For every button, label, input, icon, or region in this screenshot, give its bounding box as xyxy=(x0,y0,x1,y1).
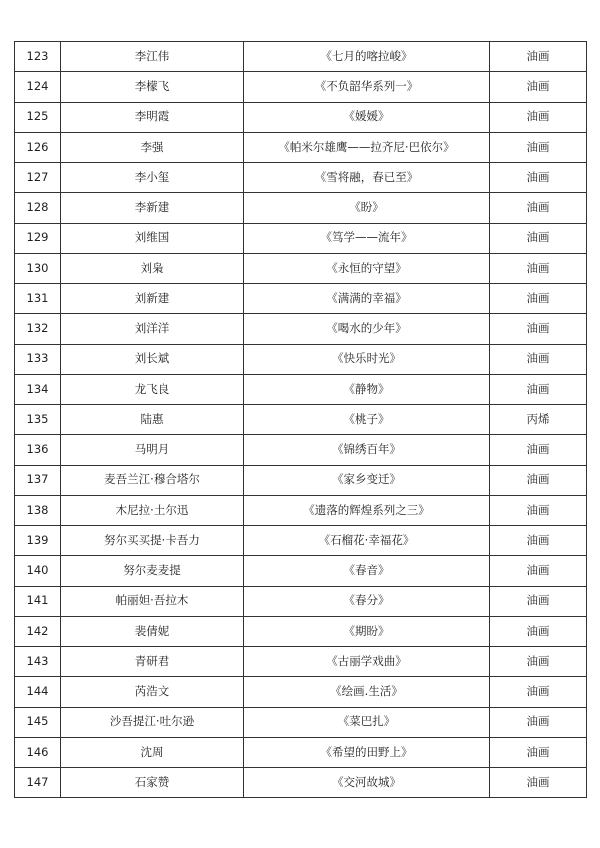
artwork-medium: 油画 xyxy=(490,586,587,616)
entry-number: 143 xyxy=(15,647,61,677)
table-row xyxy=(15,768,587,798)
artwork-medium: 油画 xyxy=(490,768,587,798)
artwork-title: 《菜巴扎》 xyxy=(244,707,490,737)
artist-name: 沙吾提江·吐尔逊 xyxy=(61,707,244,737)
entry-number: 125 xyxy=(15,102,61,132)
artwork-title: 《媛媛》 xyxy=(244,102,490,132)
artist-name: 努尔麦麦提 xyxy=(61,556,244,586)
table-row xyxy=(15,405,587,435)
artist-name: 李小玺 xyxy=(61,163,244,193)
artist-name: 刘维国 xyxy=(61,223,244,253)
table-row xyxy=(15,707,587,737)
artist-name: 麦吾兰江·穆合塔尔 xyxy=(61,465,244,495)
table-row xyxy=(15,132,587,162)
entry-number: 133 xyxy=(15,344,61,374)
entry-number: 134 xyxy=(15,374,61,404)
artwork-title: 《交河故城》 xyxy=(244,768,490,798)
table-row xyxy=(15,42,587,72)
artwork-title: 《希望的田野上》 xyxy=(244,737,490,767)
artwork-title: 《雪将融，春已至》 xyxy=(244,163,490,193)
artwork-medium: 油画 xyxy=(490,102,587,132)
table-row xyxy=(15,72,587,102)
artwork-medium: 油画 xyxy=(490,72,587,102)
artwork-title: 《七月的喀拉峻》 xyxy=(244,42,490,72)
entry-number: 123 xyxy=(15,42,61,72)
artist-name: 青研君 xyxy=(61,647,244,677)
entry-number: 145 xyxy=(15,707,61,737)
entry-number: 130 xyxy=(15,253,61,283)
table-row xyxy=(15,737,587,767)
entry-number: 142 xyxy=(15,616,61,646)
artist-name: 李强 xyxy=(61,132,244,162)
artwork-medium: 油画 xyxy=(490,253,587,283)
table-row xyxy=(15,556,587,586)
artwork-title: 《家乡变迁》 xyxy=(244,465,490,495)
table-row xyxy=(15,677,587,707)
table-row xyxy=(15,284,587,314)
entry-number: 127 xyxy=(15,163,61,193)
artwork-medium: 油画 xyxy=(490,616,587,646)
artwork-title: 《古丽学戏曲》 xyxy=(244,647,490,677)
artwork-title: 《石榴花·幸福花》 xyxy=(244,526,490,556)
artwork-title: 《锦绣百年》 xyxy=(244,435,490,465)
entry-number: 137 xyxy=(15,465,61,495)
table-row xyxy=(15,374,587,404)
artwork-medium: 油画 xyxy=(490,374,587,404)
entry-number: 136 xyxy=(15,435,61,465)
artwork-medium: 丙烯 xyxy=(490,405,587,435)
entry-number: 138 xyxy=(15,495,61,525)
artist-name: 石家赞 xyxy=(61,768,244,798)
artwork-medium: 油画 xyxy=(490,647,587,677)
artwork-title: 《帕米尔雄鹰——拉齐尼·巴依尔》 xyxy=(244,132,490,162)
artwork-medium: 油画 xyxy=(490,707,587,737)
table-row xyxy=(15,495,587,525)
artist-name: 刘枭 xyxy=(61,253,244,283)
artwork-title: 《不负韶华系列一》 xyxy=(244,72,490,102)
artwork-medium: 油画 xyxy=(490,435,587,465)
entry-number: 126 xyxy=(15,132,61,162)
artwork-medium: 油画 xyxy=(490,677,587,707)
artist-name: 刘长斌 xyxy=(61,344,244,374)
artwork-medium: 油画 xyxy=(490,163,587,193)
table-body xyxy=(15,42,587,798)
artist-name: 木尼拉·土尔迅 xyxy=(61,495,244,525)
entry-number: 140 xyxy=(15,556,61,586)
artwork-title: 《桃子》 xyxy=(244,405,490,435)
entry-number: 124 xyxy=(15,72,61,102)
artwork-medium: 油画 xyxy=(490,737,587,767)
artist-name: 李新建 xyxy=(61,193,244,223)
entry-number: 144 xyxy=(15,677,61,707)
artwork-medium: 油画 xyxy=(490,193,587,223)
artist-name: 帕丽妲·吾拉木 xyxy=(61,586,244,616)
table-row xyxy=(15,526,587,556)
artist-name: 刘洋洋 xyxy=(61,314,244,344)
artwork-title: 《笃学——流年》 xyxy=(244,223,490,253)
artwork-title: 《春音》 xyxy=(244,556,490,586)
artwork-medium: 油画 xyxy=(490,42,587,72)
artwork-title: 《遗落的辉煌系列之三》 xyxy=(244,495,490,525)
artwork-medium: 油画 xyxy=(490,314,587,344)
table-row xyxy=(15,344,587,374)
entry-number: 128 xyxy=(15,193,61,223)
entry-number: 135 xyxy=(15,405,61,435)
artwork-title: 《静物》 xyxy=(244,374,490,404)
entry-number: 132 xyxy=(15,314,61,344)
artwork-title: 《春分》 xyxy=(244,586,490,616)
artist-name: 努尔买买提·卡吾力 xyxy=(61,526,244,556)
artist-name: 沈周 xyxy=(61,737,244,767)
artist-name: 李明霞 xyxy=(61,102,244,132)
artist-name: 刘新建 xyxy=(61,284,244,314)
artist-name: 马明月 xyxy=(61,435,244,465)
table-row xyxy=(15,435,587,465)
entry-number: 141 xyxy=(15,586,61,616)
entry-number: 131 xyxy=(15,284,61,314)
table-row xyxy=(15,647,587,677)
artwork-medium: 油画 xyxy=(490,495,587,525)
entry-number: 139 xyxy=(15,526,61,556)
table-row xyxy=(15,163,587,193)
table-row xyxy=(15,314,587,344)
table-row xyxy=(15,616,587,646)
artwork-title: 《快乐时光》 xyxy=(244,344,490,374)
artwork-medium: 油画 xyxy=(490,526,587,556)
artwork-title: 《期盼》 xyxy=(244,616,490,646)
artist-name: 李江伟 xyxy=(61,42,244,72)
artwork-title: 《绘画.生活》 xyxy=(244,677,490,707)
artist-name: 陆惠 xyxy=(61,405,244,435)
artwork-medium: 油画 xyxy=(490,465,587,495)
artwork-title: 《永恒的守望》 xyxy=(244,253,490,283)
artwork-medium: 油画 xyxy=(490,344,587,374)
artist-name: 裴倩妮 xyxy=(61,616,244,646)
entry-number: 146 xyxy=(15,737,61,767)
table-row xyxy=(15,193,587,223)
artwork-medium: 油画 xyxy=(490,556,587,586)
entry-number: 147 xyxy=(15,768,61,798)
table-row xyxy=(15,223,587,253)
artwork-medium: 油画 xyxy=(490,284,587,314)
artist-name: 李檬飞 xyxy=(61,72,244,102)
artwork-list-table xyxy=(14,41,587,798)
artwork-medium: 油画 xyxy=(490,223,587,253)
artist-name: 龙飞良 xyxy=(61,374,244,404)
table-row xyxy=(15,102,587,132)
entry-number: 129 xyxy=(15,223,61,253)
artist-name: 芮浩文 xyxy=(61,677,244,707)
artwork-title: 《满满的幸福》 xyxy=(244,284,490,314)
table-row xyxy=(15,253,587,283)
table-row xyxy=(15,465,587,495)
artwork-title: 《盼》 xyxy=(244,193,490,223)
artwork-medium: 油画 xyxy=(490,132,587,162)
table-row xyxy=(15,586,587,616)
artwork-title: 《喝水的少年》 xyxy=(244,314,490,344)
